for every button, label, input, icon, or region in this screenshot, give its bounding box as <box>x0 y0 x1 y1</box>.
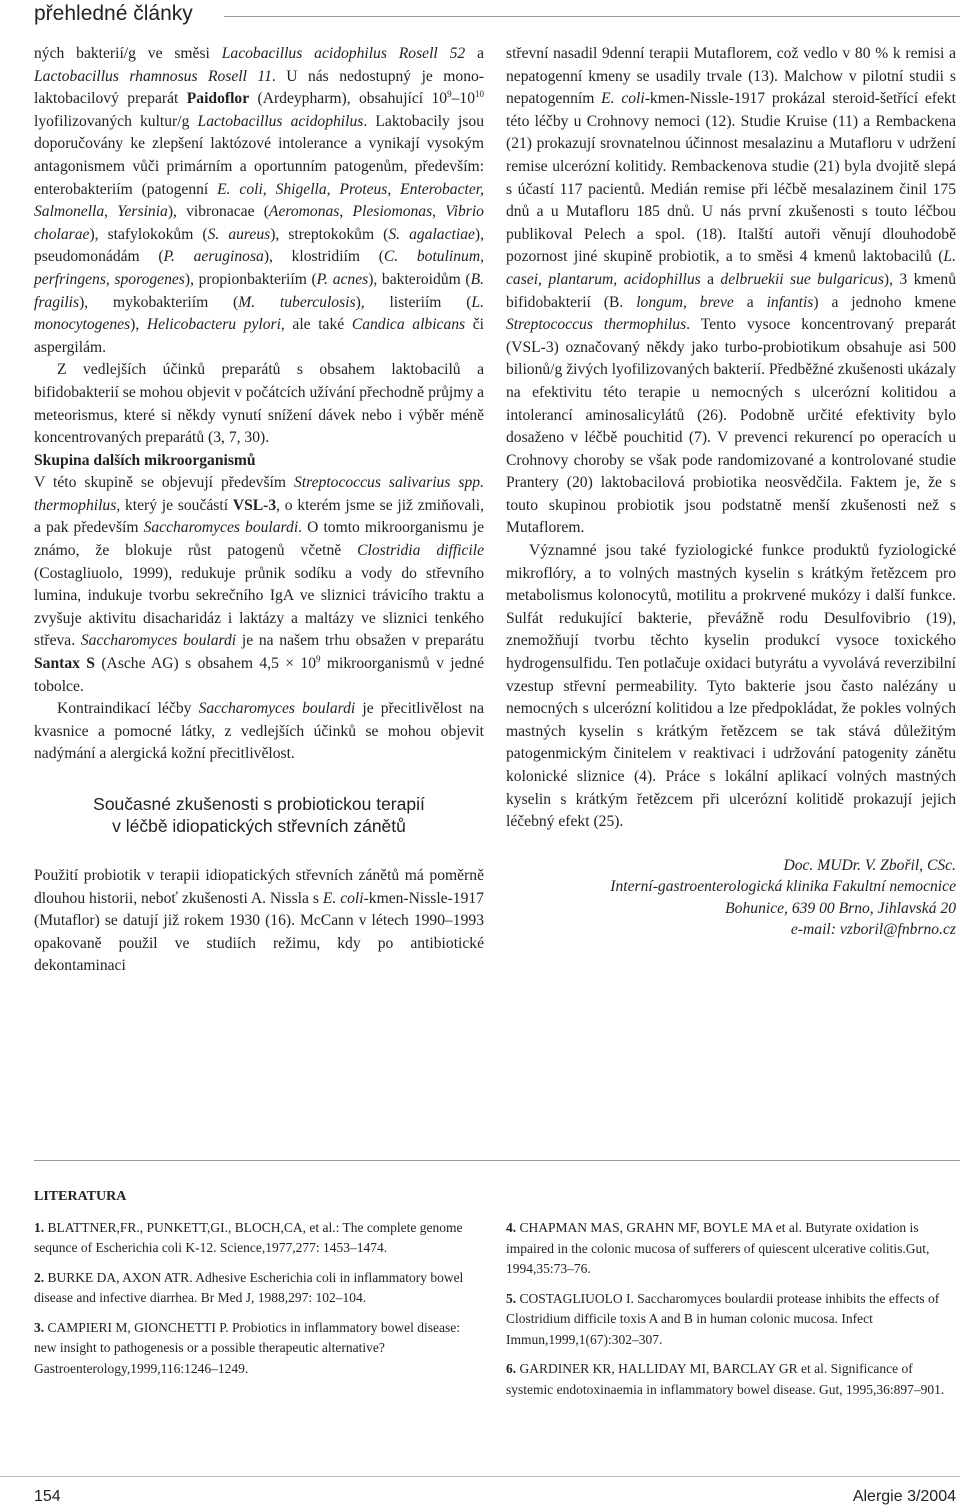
author-affiliation: Interní-gastroenterologická klinika Fakultní nemocnice <box>610 878 956 896</box>
reference-item: 6. GARDINER KR, HALLIDAY MI, BARCLAY GR et al. Significance of systemic endotoxinaemia in inflammatory bowel disease. Gut, 1995,36:897–901. <box>506 1361 945 1397</box>
reference-item: 2. BURKE DA, AXON ATR. Adhesive Escherichia coli in inflammatory bowel disease and infective diarrhea. Br Med J, 1988,297: 102–104. <box>34 1269 464 1305</box>
reference-item: 5. COSTAGLIUOLO I. Saccharomyces boulardii protease inhibits the effects of Clostridium difficile toxis A and B in human colonic mucosa. Infect Immun,1999,1(67):302–307. <box>506 1290 940 1347</box>
paragraph: V této skupině se objevují především Streptococcus salivarius spp. thermophilus, který je součástí VSL-3, o kterém jsme se již zmiňovali, a pak především Saccharomyces boulardi. O tomto mikroorganismu je známo, že blokuje růst patogenů včetně Clostridia difficile (Costagliuolo, 1999), redukuje průnik sodíku a vody do střevního lumina, indukuje tvorbu sekrečního IgA ve sliznici trávicího traktu a zvyšuje aktivitu disacharidáz i laktázy a maltázy ve sliznici tenkého střeva. Saccharomyces boulardi je na našem trhu obsažen v preparátu Santax S (Asche AG) s obsahem $4,5 \times 10^9$ mikroorganismů v jedné tobolce. <box>34 474 485 695</box>
footer-rule <box>0 1476 960 1477</box>
paragraph: Z vedlejších účinků preparátů s obsahem laktobacilů a bifidobakterií se mohou objevit v počátcích užívání přechodně průjmy a meteorismus, které si někdy vynutí snížení dávek nebo i výběr méně koncentrovaných preparátů (3, 7, 30). <box>34 361 484 447</box>
page-number: 154 <box>34 1488 61 1505</box>
left-column <box>34 43 484 978</box>
section-title: přehledné články <box>34 2 193 25</box>
references-left <box>34 1187 482 1388</box>
header-rule <box>224 16 960 17</box>
author-address: Bohunice, 639 00 Brno, Jihlavská 20 <box>725 899 956 917</box>
paragraph: Použití probiotik v terapii idiopatických střevních zánětů má poměrně dlouhou historii, neboť zkušenosti A. Nissla s E. coli-kmen-Nissle-1917 (Mutaflor) se datují již rokem 1930 (16). McCann v létech 1990–1993 opakovaně použil ve studiích režimu, kdy po antibiotické dekontaminaci <box>34 867 484 975</box>
reference-item: 3. CAMPIERI M, GIONCHETTI P. Probiotics in inflammatory bowel disease: new insight to pathogenesis or a possible therapeutic alternative? Gastroenterology,1999,116:1246–1249. <box>34 1319 460 1376</box>
journal-name: Alergie 3/2004 <box>852 1488 956 1505</box>
paragraph: ných bakterií/g ve směsi Lacobacillus acidophilus Rosell 52 a Lactobacillus rhamnosus Rosell 11. U nás nedostupný je mono-laktobacilový preparát Paidoflor (Ardeypharm), obsahující $10^9-10^{10}$ lyofilizovaných kultur/g Lactobacillus acidophilus. Laktobacily jsou doporučovány ke zlepšení laktózové intolerance a vynikají vysokým antagonismem vůči primárním a oportunním patogenům, především: enterobakteriím (patogenní E. coli, Shigella, Proteus, Enterobacter, Salmonella, Yersinia), vibronacae (Aeromonas, Plesiomonas, Vibrio cholarae), stafylokokům (S. aureus), streptokokům (S. agalactiae), pseudomonádám (P. aeruginosa), klostridiím (C. botulinum, perfringens, sporogenes), propionbakteriím (P. acnes), bakteroidům (B. fragilis), mykobakteriím (M. tuberculosis), listeriím (L. monocytogenes), Helicobacteru pylori, ale také Candica albicans či aspergilám. <box>34 45 485 356</box>
paragraph: Významné jsou také fyziologické funkce produktů fyziologické mikroflóry, a to volných mastných kyselin s krátkým řetězcem pro metabolismus kolonocytů, motilitu a prokrvené mukózy i další funkce. Sulfát redukující bakterie, převážně rodu Desulfovibrio (19), znemožňují tvorbu těchto kyselin produkcí vysoce toxického hydrogensulfidu. Ten potlačuje oxidaci butyrátu a vyvolává reverzibilní vzestup střevní permeability. Tyto bakterie jsou často nalézány u nemocných s ulcerózní kolitidou a lze předpokládat, že pokles volných mastných kyselin s krátkým řetězcem se tak stává důležitým patogenmickým činitelem v reaktivaci i udržování patogenity zánětu kolonické sliznice (4). Práce s lokální aplikací volných mastných kyselin s krátkým řetězcem při ulcerózní kolitidě prokazují jejich léčebný efekt (25). <box>506 542 956 831</box>
section-heading: Současné zkušenosti s probiotickou terapií v léčbě idiopatických střevních zánětů <box>93 794 425 836</box>
references-right <box>506 1187 956 1409</box>
divider <box>34 1160 960 1161</box>
paragraph: Kontraindikací léčby Saccharomyces boulardi je přecitlivělost na kvasnice a pomocné látky, z vedlejších účinků se mohou objevit nadýmání a alergická kožní přecitlivělost. <box>34 700 485 763</box>
reference-item: 1. BLATTNER,FR., PUNKETT,GI., BLOCH,CA, et al.: The complete genome sequnce of Escherichia coli K-12. Science,1977,277: 1453–1474. <box>34 1219 463 1255</box>
paragraph: střevní nasadil 9denní terapii Mutaflorem, což vedlo v 80 % k remisi a nepatogenní kmeny se usadily trvale (13). Malchow v pilotní studii s nepatogenním E. coli-kmen-Nissle-1917 prokázal steroid-šetřící efekt této léčby u Crohnovy nemoci (12). Studie Kruise (11) a Rembackena (21) prokazují srovnatelnou účinnost mesalazinu a Mutafloru v udržení remise ulcerózní kolitidy. Rembackenova studie (21) byla dvojitě slepá s účastí 117 pacientů. Medián remise při léčbě mesalazinem činil 175 dnů a u Mutafloru 185 dnů. U nás první zkušenosti s touto léčbou publikoval Pelech a spol. (18). Italští autoři věnují dlouhodobě pozornost jiné skupině probiotik, a to směsi 4 kmenů laktobacilů (L. casei, plantarum, acidophillus a delbruekii sue bulgaricus), 3 kmenů bifidobakterií (B. longum, breve a infantis) a jednoho kmene Streptococcus thermophilus. Tento vysoce koncentrovaný preparát (VSL-3) označovaný někdy jako turbo-probiotikum obsahuje asi 500 bilionů/g živých lyofilizovaných bakterií. Předběžné zkušenosti ukázaly na efektivitu této terapie u nemocných s ulcerózní kolitidou a intolerancí aminosalicylátů (26). Podobně určité efektivity bylo dosaženo v léčbě pouchitid (7). V prevenci rekurencí po operacích u Crohnovy choroby se však pode randomizované a kontrolované studie Prantery (20) laktobacilová probiotika neosvědčila. Faktem je, že s touto skupinou probiotik jsou podstatně menší zkušenosti než s Mutaflorem. <box>506 45 957 537</box>
subheading: Skupina dalších mikroorganismů <box>34 451 256 469</box>
right-column <box>506 43 956 941</box>
author-email[interactable]: e-mail: vzboril@fnbrno.cz <box>790 921 956 939</box>
author-name: Doc. MUDr. V. Zbořil, CSc. <box>783 856 956 874</box>
references-title: LITERATURA <box>34 1189 127 1204</box>
author-block <box>506 855 956 941</box>
reference-item: 4. CHAPMAN MAS, GRAHN MF, BOYLE MA et al. Butyrate oxidation is impaired in the colonic mucosa of sufferers of quiescent ulcerative colitis.Gut, 1994,35:73–76. <box>506 1220 930 1276</box>
